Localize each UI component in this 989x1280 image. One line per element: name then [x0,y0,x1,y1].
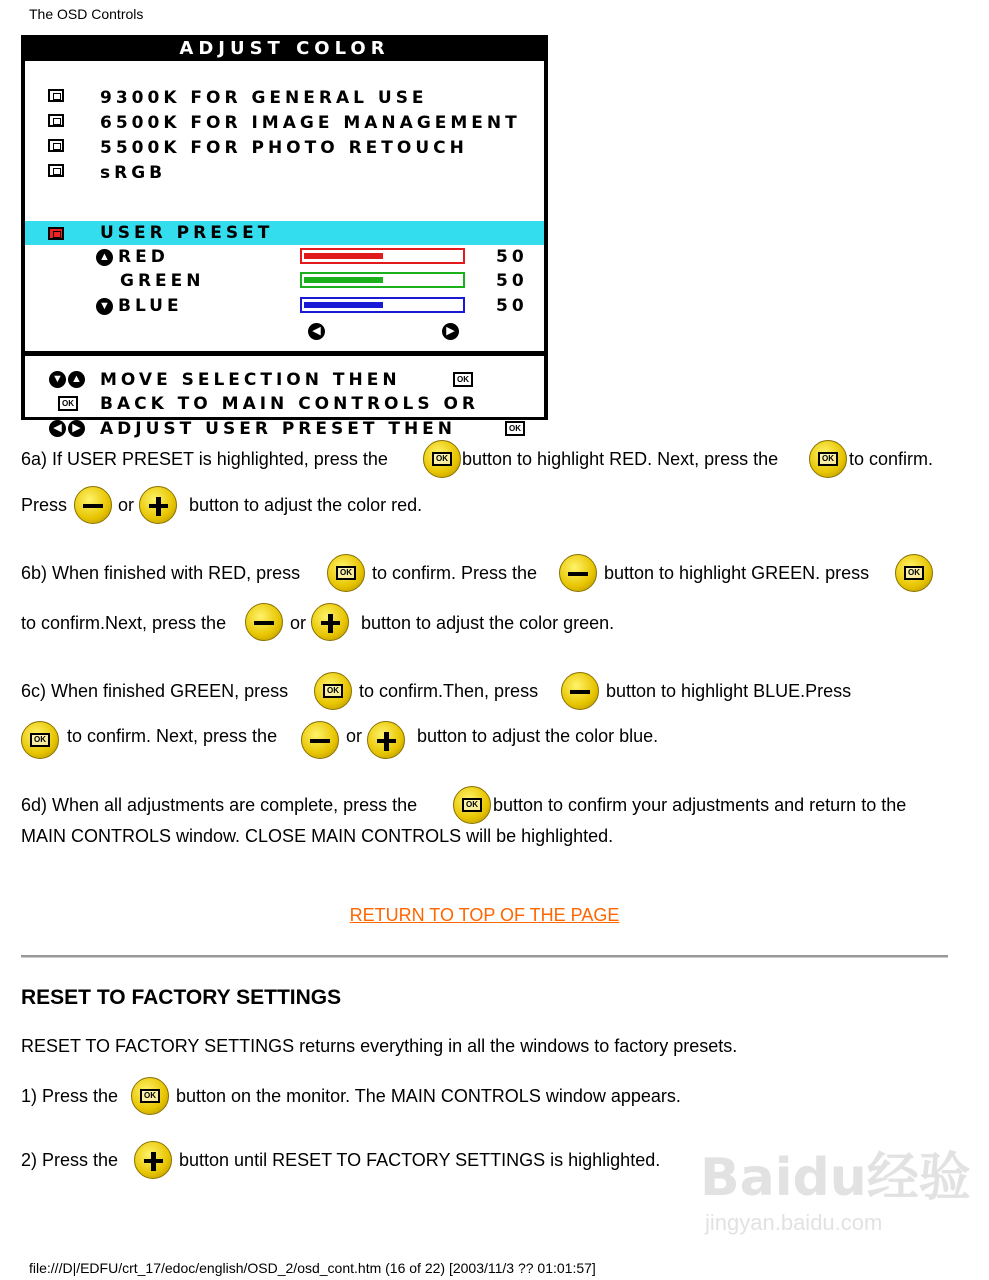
page-footer: file:///D|/EDFU/crt_17/edoc/english/OSD_2/osd_cont.htm (16 of 22) [2003/11/3 ?? 01:01:57] [29,1260,596,1276]
osd-help-line-1: MOVE SELECTION THEN [100,370,401,390]
ok-button-icon: OK [505,421,525,436]
baidu-watermark-url: jingyan.baidu.com [705,1210,883,1235]
plus-button-icon [367,721,405,759]
green-level-fill [304,277,383,283]
left-arrow-icon: ◀ [308,323,325,340]
step-6c-text-3: button to highlight BLUE.Press [606,681,852,701]
up-arrow-icon: ▲ [68,371,85,388]
step-6b-text-5: or [290,613,307,633]
step-6d-text-1: 6d) When all adjustments are complete, press the [21,795,418,815]
ok-button-icon: OK [327,554,365,592]
osd-body [25,61,544,351]
step-6a-text-5: or [118,495,135,515]
return-to-top-link[interactable]: RETURN TO TOP OF THE PAGE [349,905,620,925]
minus-button-icon [561,672,599,710]
ok-button-icon: OK [453,372,473,387]
step-6a-text-6: button to adjust the color red. [189,495,423,515]
step-6a-text-2: button to highlight RED. Next, press the [462,449,779,469]
down-arrow-icon: ▼ [49,371,66,388]
osd-help [25,356,544,439]
ok-button-icon: OK [423,440,461,478]
reset-intro: RESET TO FACTORY SETTINGS returns everything in all the windows to factory presets. [21,1036,738,1056]
option-box-icon [48,89,64,102]
red-level-fill [304,253,383,259]
reset-step-1-a: 1) Press the [21,1086,119,1106]
channel-red-label: RED [118,247,169,267]
ok-button-icon: OK [314,672,352,710]
step-6c-text-2: to confirm.Then, press [359,681,539,701]
step-6b-text-6: button to adjust the color green. [361,613,615,633]
osd-help-line-3: ADJUST USER PRESET THEN [100,419,457,439]
osd-title: ADJUST COLOR [179,38,390,59]
osd-option-srgb: sRGB [100,163,167,183]
step-6c-text-4: to confirm. Next, press the [67,726,278,746]
up-arrow-icon: ▲ [96,249,113,266]
step-6d-text-2: button to confirm your adjustments and return to the [493,795,907,815]
step-6b-text-3: button to highlight GREEN. press [604,563,870,583]
osd-option-5500k: 5500K FOR PHOTO RETOUCH [100,138,468,158]
ok-button-icon: OK [895,554,933,592]
minus-button-icon [301,721,339,759]
reset-step-2-b: button until RESET TO FACTORY SETTINGS is highlighted. [179,1150,661,1170]
step-6a-text-1: 6a) If USER PRESET is highlighted, press the [21,449,388,469]
step-6c-text-5: or [346,726,363,746]
divider [21,955,948,958]
baidu-watermark-logo: Baidu经验 [700,1148,971,1208]
plus-button-icon [134,1141,172,1179]
plus-button-icon [311,603,349,641]
ok-button-icon: OK [21,721,59,759]
ok-button-icon: OK [131,1077,169,1115]
minus-button-icon [559,554,597,592]
red-level-bar [300,248,465,264]
osd-help-line-2: BACK TO MAIN CONTROLS OR [100,394,480,414]
option-box-icon [48,139,64,152]
osd-option-6500k: 6500K FOR IMAGE MANAGEMENT [100,113,521,133]
right-arrow-icon: ▶ [68,420,85,437]
blue-level-bar [300,297,465,313]
minus-button-icon [74,486,112,524]
option-box-icon [48,114,64,127]
osd-option-9300k: 9300K FOR GENERAL USE [100,88,428,108]
channel-blue-label: BLUE [118,296,183,316]
osd-option-user-preset: USER PRESET [100,223,274,243]
reset-step-1-b: button on the monitor. The MAIN CONTROLS window appears. [176,1086,681,1106]
channel-green-value: 50 [496,271,528,291]
minus-button-icon [245,603,283,641]
step-6b-text-4: to confirm.Next, press the [21,613,227,633]
left-arrow-icon: ◀ [49,420,66,437]
green-level-bar [300,272,465,288]
reset-heading: RESET TO FACTORY SETTINGS [21,986,342,1009]
step-6d-text-3: MAIN CONTROLS window. CLOSE MAIN CONTROLS will be highlighted. [21,826,614,846]
page-header: The OSD Controls [29,6,144,22]
channel-green-label: GREEN [120,271,205,291]
step-6c-text-6: button to adjust the color blue. [417,726,659,746]
step-6b-text-2: to confirm. Press the [372,563,538,583]
blue-level-fill [304,302,383,308]
right-arrow-icon: ▶ [442,323,459,340]
ok-button-icon: OK [809,440,847,478]
option-box-selected-icon [48,227,64,240]
ok-button-icon: OK [453,786,491,824]
osd-adjust-color-panel [21,35,548,439]
ok-button-icon: OK [58,396,78,411]
channel-blue-value: 50 [496,296,528,316]
option-box-icon [48,164,64,177]
down-arrow-icon: ▼ [96,298,113,315]
step-6a-text-4: Press [21,495,68,515]
step-6a-text-3: to confirm. [849,449,934,469]
plus-button-icon [139,486,177,524]
step-6c-text-1: 6c) When finished GREEN, press [21,681,289,701]
step-6b-text-1: 6b) When finished with RED, press [21,563,301,583]
channel-red-value: 50 [496,247,528,267]
reset-step-2-a: 2) Press the [21,1150,119,1170]
